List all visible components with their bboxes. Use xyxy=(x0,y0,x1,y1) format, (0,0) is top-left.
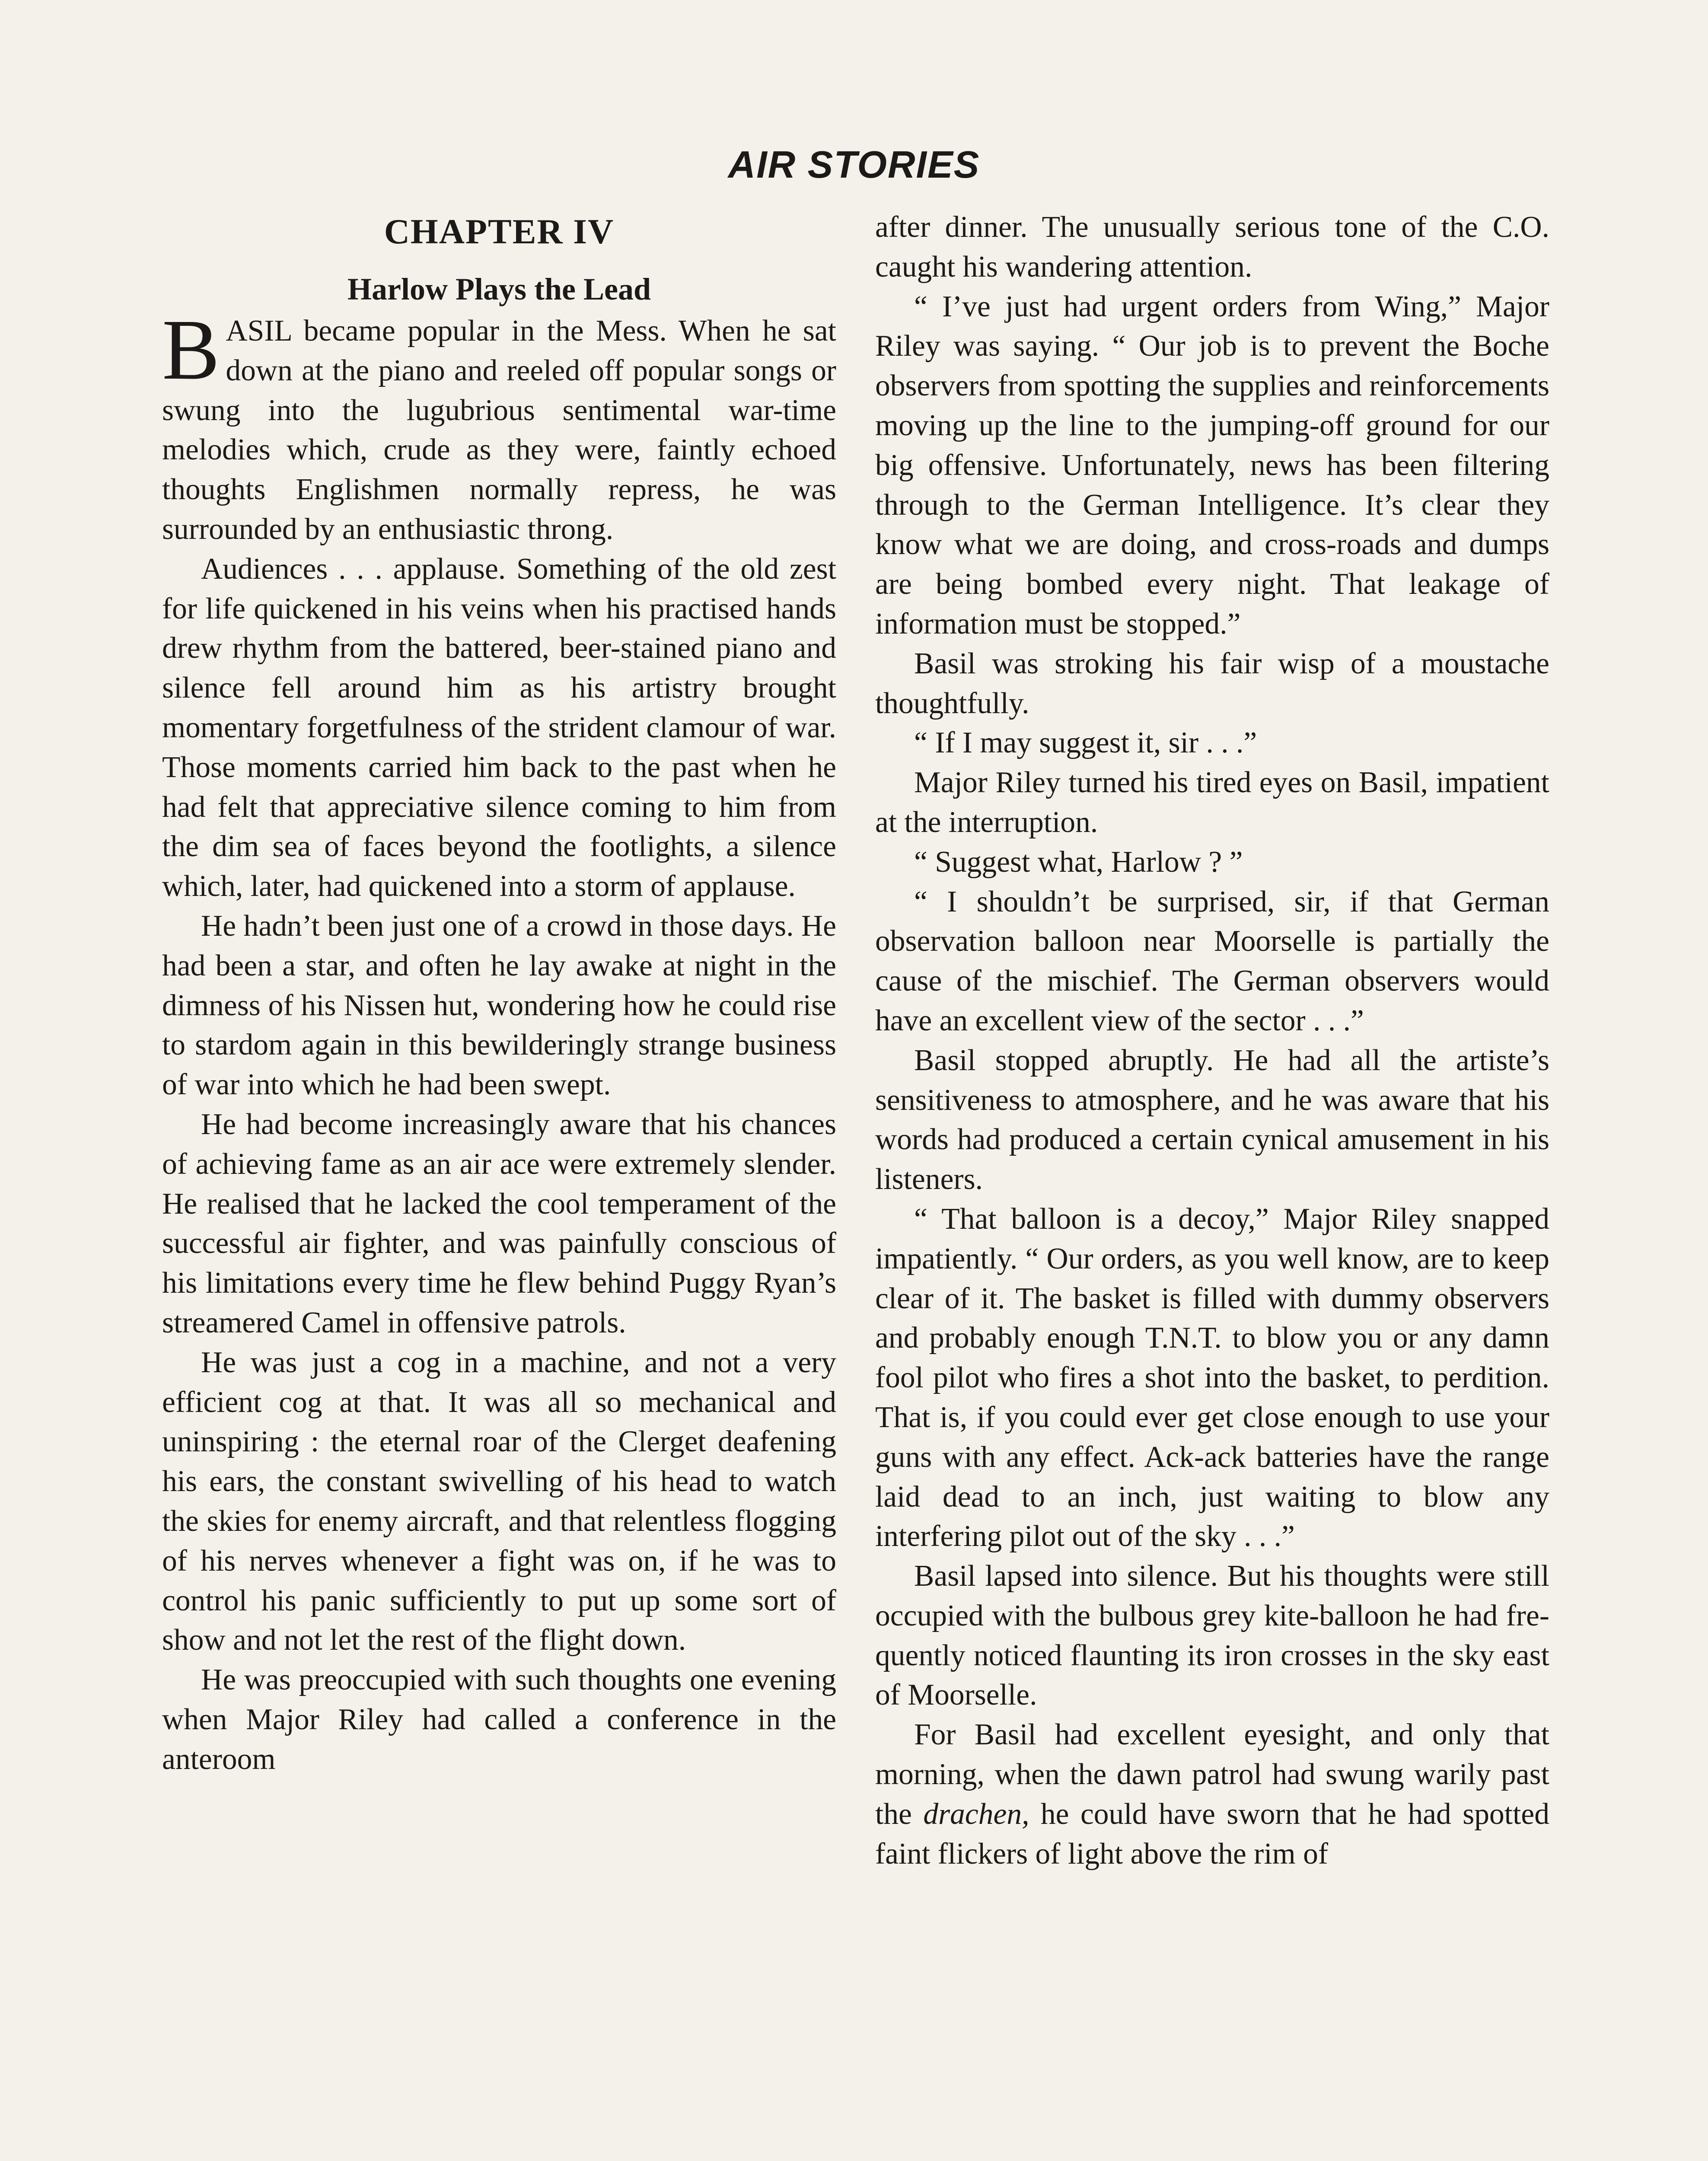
italic-word: drachen, xyxy=(923,1797,1029,1831)
continued-paragraph: after dinner. The unusually serious tone of the C.O. caught his wandering attention. xyxy=(875,210,1549,284)
chapter-subtitle: Harlow Plays the Lead xyxy=(347,272,651,306)
running-head: AIR STORIES xyxy=(728,143,980,186)
chapter-title: CHAPTER IV xyxy=(384,212,615,251)
body-paragraph: Audiences . . . applause. Something of the old zest for life quickened in his veins when his practised hands drew rhythm from the battered, beer-stained piano and silence fell around him as his artistry brought momentary forgetfulness of the strident clamour of war. Those moments carried him back to the past when he had felt that appreciative silence coming to him from the dim sea of faces beyond the footlights, a silence which, later, had quickened into a storm of applause. xyxy=(162,552,836,903)
body-paragraph: Basil stopped abruptly. He had all the artiste’s sensitiveness to atmosphere, and he was aware that his words had produced a certain cynical amusement in his listeners. xyxy=(875,1043,1549,1196)
body-paragraph: He was preoccupied with such thoughts one evening when Major Riley had called a conference in the anteroom xyxy=(162,1663,836,1776)
body-paragraph: “ I shouldn’t be surprised, sir, if that German observation balloon near Moorselle is partially the cause of the mischief. The German observers would have an excellent view of the sector . . .” xyxy=(875,885,1549,1037)
body-paragraph: “ If I may suggest it, sir . . .” xyxy=(914,726,1257,760)
final-paragraph-text-start: For Basil had excellent eyesight, and only that morning, when the dawn patrol had swung warily past the xyxy=(875,1718,1549,1831)
body-paragraph: He was just a cog in a machine, and not a very efficient cog at that. It was all so mechanical and uninspiring : the eternal roar of the Clerget deafening his ears, the constant swivelling of his head to watch the skies for enemy aircraft, and that relentless flogging of his nerves whenever a fight was on, if he was to control his panic sufficiently to put up some sort of show and not let the rest of the flight down. xyxy=(162,1345,836,1657)
final-paragraph-text-end: he could have sworn that he had spotted faint flickers of light above the rim of xyxy=(875,1797,1549,1871)
body-paragraph: “ I’ve just had urgent orders from Wing,” Major Riley was saying. “ Our job is to prevent the Boche observers from spotting the supplies and reinforcements moving up the line to the jumping-off ground for our big offensive. Unfortunately, news has been filtering through to the German Intelligence. It’s clear they know what we are doing, and cross-roads and dumps are being bombed every night. That leakage of information must be stopped.” xyxy=(875,290,1549,641)
opening-paragraph-text: ASIL became popular in the Mess. When he sat down at the piano and reeled off popular songs or swung into the lugubrious sentimental war-time melodies which, crude as they were, faintly echoed thoughts Englishmen normally repress, he was surrounded by an enthusiastic throng. xyxy=(162,314,836,546)
opening-paragraph xyxy=(162,302,836,549)
final-paragraph xyxy=(875,1715,1549,1874)
body-paragraph: Major Riley turned his tired eyes on Basil, impatient at the interruption. xyxy=(875,766,1549,839)
body-paragraph: He had become increasingly aware that his chances of achieving fame as an air ace were extremely slender. He realised that he lacked the cool temperament of the successful air fighter, and was painfully conscious of his limitations every time he flew behind Puggy Ryan’s streamered Camel in offensive patrols. xyxy=(162,1107,836,1339)
body-paragraph: “ Suggest what, Harlow ? ” xyxy=(914,845,1243,879)
body-paragraph: “ That balloon is a decoy,” Major Riley snapped impatiently. “ Our orders, as you well know, are to keep clear of it. The basket is filled with dummy observers and probably enough T.N.T. to blow you or any damn fool pilot who fires a shot into the basket, to perdition. That is, if you could ever get close enough to use your guns with any effect. Ack-ack batteries have the range laid dead to an inch, just waiting to blow any interfering pilot out of the sky . . .” xyxy=(875,1202,1549,1553)
body-paragraph: Basil lapsed into silence. But his thoughts were still occupied with the bulbous grey kite-balloon he had frequently noticed flaunting its iron crosses in the sky east of Moorselle. xyxy=(875,1559,1549,1712)
drop-cap: B xyxy=(162,302,220,398)
left-column xyxy=(162,207,836,1779)
body-paragraph: He hadn’t been just one of a crowd in those days. He had been a star, and often he lay awake at night in the dimness of his Nissen hut, wondering how he could rise to stardom again in this bewilderingly strange business of war into which he had been swept. xyxy=(162,909,836,1102)
right-column xyxy=(875,207,1549,1874)
body-paragraph: Basil was stroking his fair wisp of a moustache thoughtfully. xyxy=(875,647,1549,720)
